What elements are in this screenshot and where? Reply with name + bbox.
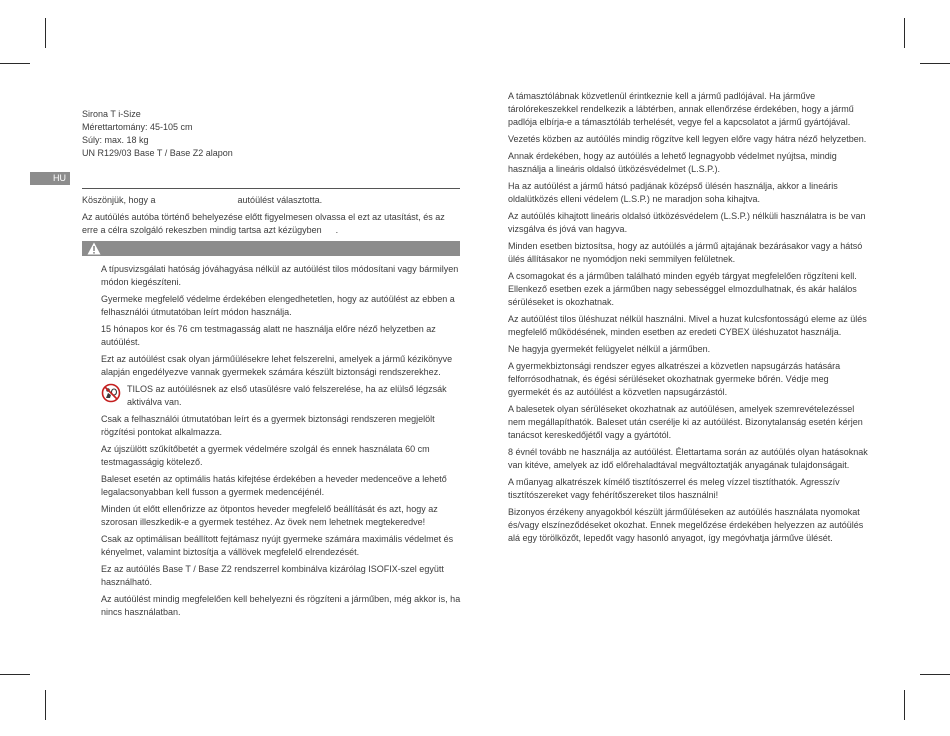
list-item: Az újszülött szűkítőbetét a gyermek védelmére szolgál és ennek használata 60 cm testmagasságig kötelező. xyxy=(101,444,430,467)
crop-mark xyxy=(904,18,905,48)
airbag-warning-item xyxy=(101,383,462,409)
intro-thanks xyxy=(82,194,462,207)
language-tab: HU xyxy=(30,172,70,185)
airbag-warning-text: TILOS az autóülésnek az első utasülésre való felszerelése, ha az elülső légzsák aktiválva van. xyxy=(127,384,447,407)
left-column xyxy=(82,108,462,623)
spec-line: Sirona T i-Size xyxy=(82,109,141,119)
list-item: Az autóülést tilos üléshuzat nélkül használni. Mivel a huzat kulcsfontosságú eleme az ülés megfelelő működésének, minden esetben az eredeti CYBEX üléshuzatot használja. xyxy=(508,314,867,337)
list-item: Ha az autóülést a jármű hátsó padjának középső ülésén használja, akkor a lineáris oldalütközés elleni védelem (L.S.P.) ne maradjon soha kihajtva. xyxy=(508,181,838,204)
list-item: Annak érdekében, hogy az autóülés a lehető legnagyobb védelmet nyújtsa, mindig használja a lineáris oldalsó ütközésvédelmet (L.S.P.). xyxy=(508,151,837,174)
list-item: A támasztólábnak közvetlenül érintkeznie kell a jármű padlójával. Ha járműve tárolórekeszekkel rendelkezik a lábtérben, annak ellenőrzése érdekében, hogy a jármű padlója elbírja-e a támasztóláb terhelését, vegye fel a kapcsolatot a jármű gyártójával. xyxy=(508,91,854,127)
right-column xyxy=(508,90,868,549)
list-item: A műanyag alkatrészek kímélő tisztítószerrel és meleg vízzel tisztíthatók. Agresszív tisztítószereket vagy fehérítőszereket tilos használni! xyxy=(508,477,840,500)
crop-mark xyxy=(45,690,46,720)
warning-triangle-icon xyxy=(87,242,101,255)
intro-dot: . xyxy=(335,225,339,235)
list-item: 8 évnél tovább ne használja az autóülést. Élettartama során az autóülés olyan hatásoknak van kitéve, amelyek az idő előrehaladtával megváltoztatják anyagának tulajdonságait. xyxy=(508,447,868,470)
product-specs xyxy=(82,108,462,160)
list-item: Az autóülést mindig megfelelően kell behelyezni és rögzíteni a járműben, még akkor is, ha nincs használatban. xyxy=(101,594,461,617)
spec-line: UN R129/03 Base T / Base Z2 alapon xyxy=(82,148,233,158)
crop-mark xyxy=(0,63,30,64)
list-item: Vezetés közben az autóülés mindig rögzítve kell legyen előre vagy hátra néző helyzetben. xyxy=(508,134,867,144)
safety-list-left xyxy=(82,263,462,619)
list-item: Bizonyos érzékeny anyagokból készült járműüléseken az autóülés használata nyomokat és/vagy elszíneződéseket okozhat. Ennek megelőzése érdekében helyezzen az autóülés alá egy törölközőt, lepedőt vagy hasonló anyagot, így megóvhatja járműve ülését. xyxy=(508,507,864,543)
intro-thanks-start: Köszönjük, hogy a xyxy=(82,195,156,205)
crop-mark xyxy=(920,63,950,64)
list-item: Gyermeke megfelelő védelme érdekében elengedhetetlen, hogy az autóülést az ebben a felhasználói útmutatóban leírt módon használja. xyxy=(101,294,455,317)
list-item: Ezt az autóülést csak olyan járműülésekre lehet felszerelni, amelyek a jármű kézikönyve alapján engedélyezve vannak gyermekek számára készült biztonsági rendszerekhez. xyxy=(101,354,453,377)
list-item: Baleset esetén az optimális hatás kifejtése érdekében a heveder medenceöve a lehető legalacsonyabban kell fusson a gyermek medencéjénél. xyxy=(101,474,447,497)
list-item: Ne hagyja gyermekét felügyelet nélkül a járműben. xyxy=(508,344,711,354)
intro-paragraph xyxy=(82,211,462,237)
list-item: Csak a felhasználói útmutatóban leírt és a gyermek biztonsági rendszeren megjelölt rögzítési pontokat alkalmazza. xyxy=(101,414,435,437)
crop-mark xyxy=(0,674,30,675)
spec-line: Súly: max. 18 kg xyxy=(82,135,149,145)
list-item: Csak az optimálisan beállított fejtámasz nyújt gyermeke számára maximális védelmet és kényelmet, valamint biztosítja a vállövek megfelelő elrendezését. xyxy=(101,534,454,557)
list-item: Minden út előtt ellenőrizze az ötpontos heveder megfelelő beállítását és azt, hogy az szorosan illeszkedik-e a gyermek testéhez. Az övek nem lehetnek megtekeredve! xyxy=(101,504,438,527)
crop-mark xyxy=(45,18,46,48)
list-item: A balesetek olyan sérüléseket okozhatnak az autóülésen, amelyek szemrevételezéssel nem megállapíthatók. Baleset után cserélje ki az autóülést. Bizonytalanság esetén kérjen tanácsot kereskedőjétől vagy a gyártótól. xyxy=(508,404,863,440)
warning-bar xyxy=(82,241,460,256)
list-item: A típusvizsgálati hatóság jóváhagyása nélkül az autóülést tilos módosítani vagy bármilyen módon kiegészíteni. xyxy=(101,264,459,287)
list-item: 15 hónapos kor és 76 cm testmagasság alatt ne használja előre néző helyzetben az autóülést. xyxy=(101,324,436,347)
list-item: Ez az autóülés Base T / Base Z2 rendszerrel kombinálva kizárólag ISOFIX-szel együtt használható. xyxy=(101,564,444,587)
list-item: A csomagokat és a járműben található minden egyéb tárgyat megfelelően rögzíteni kell. Ellenkező esetben ezek a járműben nagy sebességgel elmozdulhatnak, és akár halálos sérüléseket is okozhatnak. xyxy=(508,271,857,307)
list-item: Az autóülés kihajtott lineáris oldalsó ütközésvédelem (L.S.P.) nélküli használatra is be van vizsgálva és jóvá van hagyva. xyxy=(508,211,866,234)
list-item: A gyermekbiztonsági rendszer egyes alkatrészei a közvetlen napsugárzás hatására felforrósodhatnak, és égési sérüléseket okozhatnak gyermeke bőrén. Védje meg gyermekét és az autóülést a közvetlen napsugárzástól. xyxy=(508,361,841,397)
divider xyxy=(82,188,460,189)
intro-thanks-end: autóülést választotta. xyxy=(237,195,323,205)
no-airbag-icon xyxy=(101,383,121,403)
crop-mark xyxy=(920,674,950,675)
crop-mark xyxy=(904,690,905,720)
intro-text: Az autóülés autóba történő behelyezése előtt figyelmesen olvassa el ezt az utasítást, és az erre a célra szolgáló rekeszben mindig tartsa azt kézügyben xyxy=(82,212,445,235)
spec-line: Mérettartomány: 45-105 cm xyxy=(82,122,193,132)
list-item: Minden esetben biztosítsa, hogy az autóülés a jármű ajtajának bezárásakor vagy a hátsó ülés állításakor ne nyomódjon neki semmilyen felületnek. xyxy=(508,241,863,264)
